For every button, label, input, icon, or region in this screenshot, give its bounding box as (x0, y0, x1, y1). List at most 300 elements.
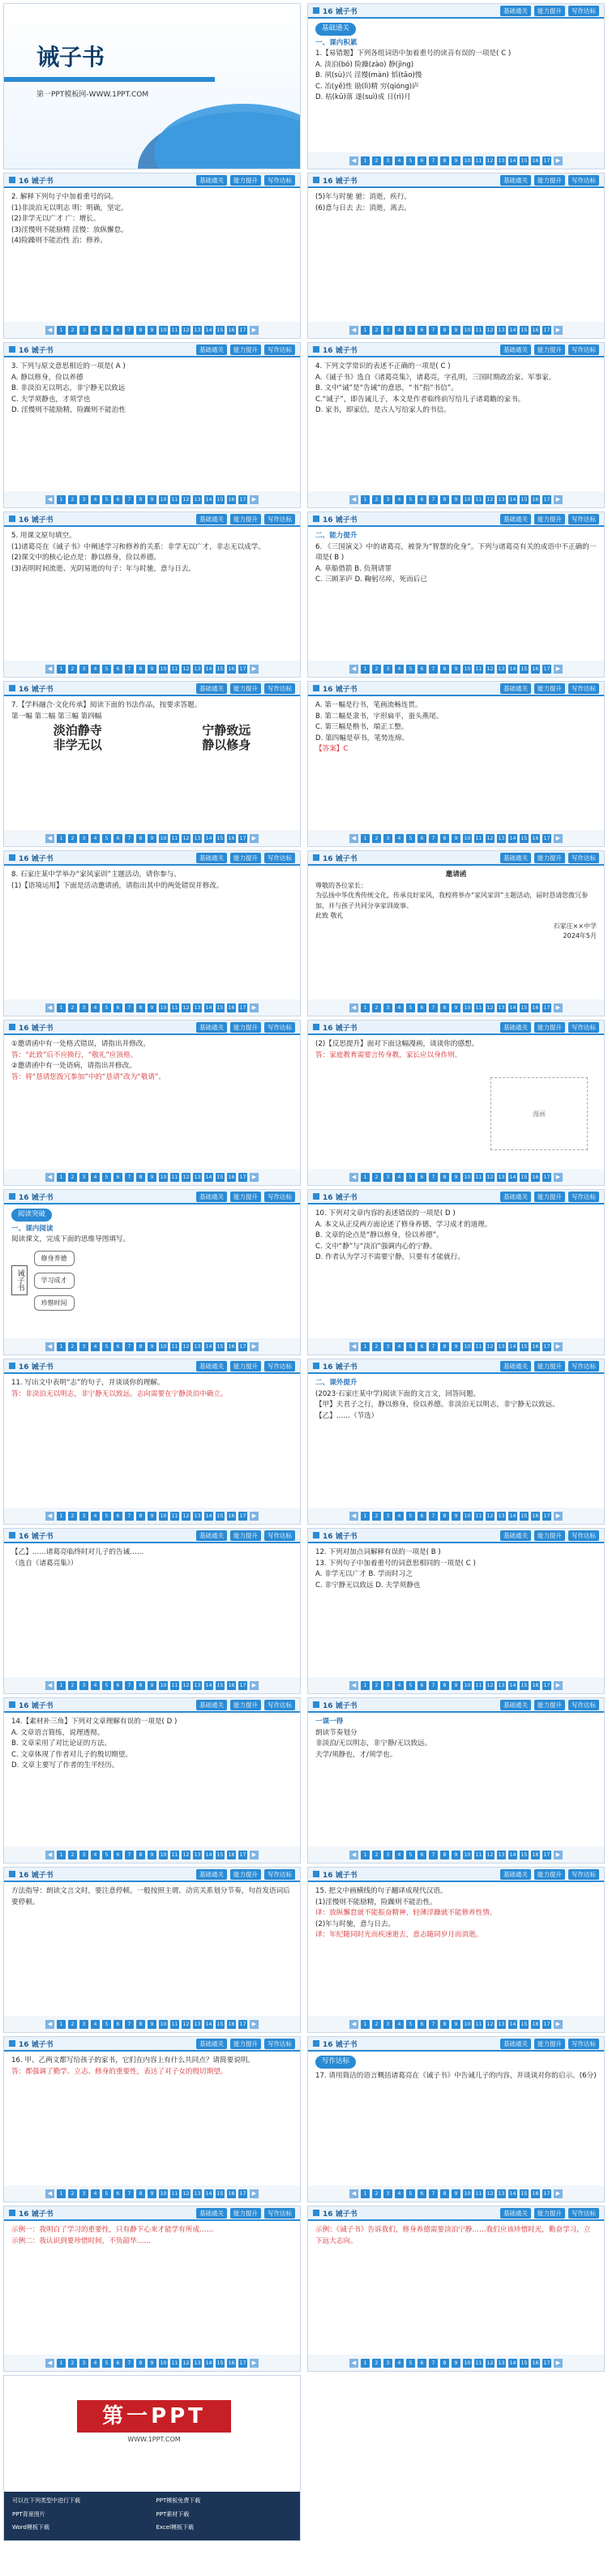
page-number-button[interactable]: 6 (417, 2020, 426, 2029)
page-number-button[interactable]: 17 (239, 1174, 246, 1180)
page-number-button[interactable]: 10 (464, 1343, 471, 1350)
next-arrow-icon[interactable]: ▶ (250, 1512, 259, 1521)
page-number-button[interactable]: 2 (68, 1173, 77, 1182)
page-number-button[interactable]: 14 (205, 665, 212, 672)
next-arrow-icon[interactable]: ▶ (554, 2359, 563, 2368)
page-number-button[interactable]: 15 (520, 1682, 528, 1688)
page-number-button[interactable]: 1 (361, 834, 370, 843)
page-number-button[interactable]: 16 (228, 1682, 235, 1688)
page-number-button[interactable]: 15 (520, 1343, 528, 1350)
page-number-button[interactable]: 1 (361, 2020, 370, 2029)
page-number-button[interactable]: 3 (79, 1342, 88, 1351)
page-number-button[interactable]: 8 (440, 1173, 449, 1182)
nav-button-2[interactable]: 写作达标 (568, 6, 599, 16)
next-arrow-icon[interactable]: ▶ (554, 665, 563, 674)
page-number-button[interactable]: 7 (429, 665, 438, 674)
page-number-button[interactable]: 4 (395, 834, 404, 843)
page-number-button[interactable]: 12 (182, 665, 190, 672)
page-number-button[interactable]: 10 (464, 327, 471, 333)
page-number-button[interactable]: 9 (148, 495, 156, 504)
page-number-button[interactable]: 11 (475, 2360, 482, 2366)
nav-button-1[interactable]: 能力提升 (534, 853, 565, 863)
page-number-button[interactable]: 10 (464, 1513, 471, 1519)
page-number-button[interactable]: 14 (509, 327, 516, 333)
page-number-button[interactable]: 12 (486, 1682, 494, 1688)
page-number-button[interactable]: 14 (205, 1004, 212, 1011)
prev-arrow-icon[interactable]: ◀ (45, 1342, 54, 1351)
page-number-button[interactable]: 15 (520, 1174, 528, 1180)
page-number-button[interactable]: 1 (361, 1851, 370, 1859)
page-number-button[interactable]: 9 (148, 326, 156, 335)
page-number-button[interactable]: 7 (429, 834, 438, 843)
nav-button-1[interactable]: 能力提升 (230, 1869, 261, 1880)
page-number-button[interactable]: 10 (464, 2021, 471, 2027)
page-number-button[interactable]: 13 (194, 2190, 201, 2197)
page-number-button[interactable]: 5 (102, 2189, 111, 2198)
page-number-button[interactable]: 11 (171, 1343, 178, 1350)
page-number-button[interactable]: 12 (182, 1004, 190, 1011)
page-number-button[interactable]: 2 (372, 1512, 381, 1521)
page-number-button[interactable]: 10 (160, 1851, 167, 1858)
page-number-button[interactable]: 2 (68, 2020, 77, 2029)
page-number-button[interactable]: 5 (102, 1512, 111, 1521)
page-number-button[interactable]: 1 (57, 1342, 66, 1351)
page-number-button[interactable]: 16 (532, 2360, 539, 2366)
ad-link[interactable]: PPT素材下载 (156, 2510, 190, 2518)
page-number-button[interactable]: 10 (160, 1004, 167, 1011)
page-number-button[interactable]: 12 (486, 665, 494, 672)
page-number-button[interactable]: 3 (79, 1512, 88, 1521)
nav-button-1[interactable]: 能力提升 (534, 2208, 565, 2219)
page-number-button[interactable]: 6 (113, 1342, 122, 1351)
page-number-button[interactable]: 7 (429, 156, 438, 165)
prev-arrow-icon[interactable]: ◀ (45, 2189, 54, 2198)
page-number-button[interactable]: 13 (194, 1513, 201, 1519)
page-number-button[interactable]: 2 (372, 2020, 381, 2029)
page-number-button[interactable]: 11 (475, 1004, 482, 1011)
page-number-button[interactable]: 6 (417, 834, 426, 843)
nav-button-2[interactable]: 写作达标 (568, 514, 599, 524)
page-number-button[interactable]: 7 (429, 1003, 438, 1012)
page-number-button[interactable]: 7 (125, 326, 134, 335)
page-number-button[interactable]: 5 (102, 834, 111, 843)
page-number-button[interactable]: 3 (383, 1851, 392, 1859)
page-number-button[interactable]: 10 (160, 327, 167, 333)
page-number-button[interactable]: 4 (395, 156, 404, 165)
page-number-button[interactable]: 2 (68, 1342, 77, 1351)
page-number-button[interactable]: 13 (498, 665, 505, 672)
page-number-button[interactable]: 8 (136, 2189, 145, 2198)
page-number-button[interactable]: 5 (102, 1681, 111, 1690)
page-number-button[interactable]: 7 (429, 1851, 438, 1859)
page-number-button[interactable]: 4 (395, 1512, 404, 1521)
page-number-button[interactable]: 1 (57, 2189, 66, 2198)
page-number-button[interactable]: 5 (102, 1342, 111, 1351)
page-number-button[interactable]: 4 (395, 1342, 404, 1351)
prev-arrow-icon[interactable]: ◀ (349, 2189, 358, 2198)
page-number-button[interactable]: 6 (113, 1173, 122, 1182)
page-number-button[interactable]: 4 (91, 1512, 100, 1521)
page-number-button[interactable]: 12 (486, 1851, 494, 1858)
page-number-button[interactable]: 7 (125, 834, 134, 843)
nav-button-2[interactable]: 写作达标 (568, 1022, 599, 1033)
page-number-button[interactable]: 6 (113, 1851, 122, 1859)
page-number-button[interactable]: 14 (509, 1174, 516, 1180)
page-number-button[interactable]: 5 (406, 495, 415, 504)
page-number-button[interactable]: 13 (498, 1343, 505, 1350)
page-number-button[interactable]: 11 (171, 1004, 178, 1011)
page-number-button[interactable]: 7 (125, 1681, 134, 1690)
page-number-button[interactable]: 16 (532, 1343, 539, 1350)
page-number-button[interactable]: 16 (532, 835, 539, 841)
page-number-button[interactable]: 17 (239, 1004, 246, 1011)
nav-button-2[interactable]: 写作达标 (568, 1192, 599, 1202)
page-number-button[interactable]: 9 (452, 1681, 460, 1690)
page-number-button[interactable]: 4 (91, 1851, 100, 1859)
page-number-button[interactable]: 8 (136, 834, 145, 843)
page-number-button[interactable]: 5 (102, 665, 111, 674)
page-number-button[interactable]: 16 (228, 2190, 235, 2197)
page-number-button[interactable]: 13 (498, 835, 505, 841)
page-number-button[interactable]: 11 (475, 1513, 482, 1519)
page-number-button[interactable]: 8 (440, 1681, 449, 1690)
page-number-button[interactable]: 17 (239, 2021, 246, 2027)
page-number-button[interactable]: 15 (216, 1343, 224, 1350)
page-number-button[interactable]: 10 (160, 2360, 167, 2366)
page-number-button[interactable]: 3 (383, 2020, 392, 2029)
page-number-button[interactable]: 11 (171, 665, 178, 672)
page-number-button[interactable]: 16 (532, 2190, 539, 2197)
page-number-button[interactable]: 5 (406, 1003, 415, 1012)
page-number-button[interactable]: 13 (498, 1851, 505, 1858)
page-number-button[interactable]: 1 (361, 1681, 370, 1690)
page-number-button[interactable]: 2 (68, 1851, 77, 1859)
page-number-button[interactable]: 1 (361, 665, 370, 674)
page-number-button[interactable]: 17 (543, 496, 550, 503)
page-number-button[interactable]: 2 (68, 326, 77, 335)
page-number-button[interactable]: 2 (372, 1851, 381, 1859)
nav-button-0[interactable]: 基础通关 (196, 175, 227, 186)
page-number-button[interactable]: 10 (160, 835, 167, 841)
page-number-button[interactable]: 2 (372, 326, 381, 335)
page-number-button[interactable]: 16 (228, 1004, 235, 1011)
page-number-button[interactable]: 13 (498, 157, 505, 164)
prev-arrow-icon[interactable]: ◀ (45, 1681, 54, 1690)
prev-arrow-icon[interactable]: ◀ (349, 1003, 358, 1012)
nav-button-0[interactable]: 基础通关 (500, 514, 531, 524)
next-arrow-icon[interactable]: ▶ (250, 665, 259, 674)
page-number-button[interactable]: 14 (509, 1343, 516, 1350)
page-number-button[interactable]: 11 (475, 2190, 482, 2197)
page-number-button[interactable]: 13 (498, 1513, 505, 1519)
page-number-button[interactable]: 7 (125, 665, 134, 674)
page-number-button[interactable]: 11 (475, 1682, 482, 1688)
page-number-button[interactable]: 17 (239, 835, 246, 841)
page-number-button[interactable]: 17 (239, 2190, 246, 2197)
prev-arrow-icon[interactable]: ◀ (45, 665, 54, 674)
page-number-button[interactable]: 8 (136, 1342, 145, 1351)
page-number-button[interactable]: 1 (361, 1342, 370, 1351)
page-number-button[interactable]: 14 (509, 2360, 516, 2366)
page-number-button[interactable]: 2 (68, 1512, 77, 1521)
page-number-button[interactable]: 10 (464, 2190, 471, 2197)
page-number-button[interactable]: 4 (395, 665, 404, 674)
page-number-button[interactable]: 3 (383, 1342, 392, 1351)
page-number-button[interactable]: 16 (228, 2021, 235, 2027)
page-number-button[interactable]: 16 (228, 1513, 235, 1519)
page-number-button[interactable]: 1 (361, 2359, 370, 2368)
page-number-button[interactable]: 16 (532, 1174, 539, 1180)
page-number-button[interactable]: 8 (440, 1003, 449, 1012)
page-number-button[interactable]: 14 (205, 2360, 212, 2366)
page-number-button[interactable]: 17 (543, 835, 550, 841)
page-number-button[interactable]: 2 (372, 665, 381, 674)
prev-arrow-icon[interactable]: ◀ (45, 2020, 54, 2029)
page-number-button[interactable]: 12 (182, 327, 190, 333)
page-number-button[interactable]: 5 (102, 2359, 111, 2368)
page-number-button[interactable]: 9 (452, 156, 460, 165)
page-number-button[interactable]: 6 (417, 1512, 426, 1521)
page-number-button[interactable]: 8 (136, 1681, 145, 1690)
page-number-button[interactable]: 4 (91, 1342, 100, 1351)
page-number-button[interactable]: 5 (406, 1681, 415, 1690)
page-number-button[interactable]: 2 (372, 156, 381, 165)
page-number-button[interactable]: 17 (239, 1851, 246, 1858)
nav-button-1[interactable]: 能力提升 (230, 344, 261, 355)
page-number-button[interactable]: 13 (194, 496, 201, 503)
nav-button-0[interactable]: 基础通关 (196, 2208, 227, 2219)
prev-arrow-icon[interactable]: ◀ (349, 1342, 358, 1351)
page-number-button[interactable]: 15 (216, 835, 224, 841)
page-number-button[interactable]: 5 (406, 326, 415, 335)
nav-button-2[interactable]: 写作达标 (264, 2039, 295, 2049)
page-number-button[interactable]: 8 (136, 1851, 145, 1859)
page-number-button[interactable]: 6 (417, 665, 426, 674)
nav-button-1[interactable]: 能力提升 (534, 344, 565, 355)
page-number-button[interactable]: 1 (57, 834, 66, 843)
page-number-button[interactable]: 14 (509, 1004, 516, 1011)
nav-button-0[interactable]: 基础通关 (500, 1869, 531, 1880)
page-number-button[interactable]: 5 (406, 1173, 415, 1182)
page-number-button[interactable]: 12 (182, 1343, 190, 1350)
next-arrow-icon[interactable]: ▶ (250, 1173, 259, 1182)
nav-button-2[interactable]: 写作达标 (264, 514, 295, 524)
page-number-button[interactable]: 8 (440, 665, 449, 674)
page-number-button[interactable]: 13 (498, 1004, 505, 1011)
page-number-button[interactable]: 3 (79, 1003, 88, 1012)
page-number-button[interactable]: 2 (68, 2359, 77, 2368)
page-number-button[interactable]: 14 (205, 835, 212, 841)
page-number-button[interactable]: 17 (239, 1513, 246, 1519)
page-number-button[interactable]: 12 (486, 1513, 494, 1519)
page-number-button[interactable]: 16 (532, 327, 539, 333)
page-number-button[interactable]: 17 (543, 1513, 550, 1519)
next-arrow-icon[interactable]: ▶ (250, 1342, 259, 1351)
page-number-button[interactable]: 15 (520, 1851, 528, 1858)
page-number-button[interactable]: 17 (543, 1174, 550, 1180)
page-number-button[interactable]: 11 (171, 2360, 178, 2366)
nav-button-2[interactable]: 写作达标 (264, 175, 295, 186)
page-number-button[interactable]: 12 (486, 1343, 494, 1350)
page-number-button[interactable]: 9 (452, 834, 460, 843)
page-number-button[interactable]: 7 (125, 2020, 134, 2029)
page-number-button[interactable]: 5 (406, 1512, 415, 1521)
page-number-button[interactable]: 16 (228, 1174, 235, 1180)
page-number-button[interactable]: 16 (532, 1851, 539, 1858)
page-number-button[interactable]: 17 (543, 1851, 550, 1858)
page-number-button[interactable]: 15 (520, 496, 528, 503)
page-number-button[interactable]: 7 (125, 1173, 134, 1182)
page-number-button[interactable]: 5 (102, 1851, 111, 1859)
page-number-button[interactable]: 6 (113, 326, 122, 335)
nav-button-1[interactable]: 能力提升 (230, 514, 261, 524)
page-number-button[interactable]: 4 (395, 2189, 404, 2198)
nav-button-2[interactable]: 写作达标 (568, 1869, 599, 1880)
page-number-button[interactable]: 17 (239, 2360, 246, 2366)
page-number-button[interactable]: 11 (475, 1343, 482, 1350)
page-number-button[interactable]: 7 (125, 1342, 134, 1351)
page-number-button[interactable]: 12 (486, 835, 494, 841)
page-number-button[interactable]: 8 (440, 2020, 449, 2029)
page-number-button[interactable]: 4 (91, 1681, 100, 1690)
nav-button-2[interactable]: 写作达标 (264, 1700, 295, 1710)
page-number-button[interactable]: 8 (136, 1173, 145, 1182)
page-number-button[interactable]: 6 (113, 2359, 122, 2368)
nav-button-1[interactable]: 能力提升 (534, 175, 565, 186)
page-number-button[interactable]: 5 (406, 834, 415, 843)
page-number-button[interactable]: 2 (68, 1003, 77, 1012)
next-arrow-icon[interactable]: ▶ (250, 834, 259, 843)
nav-button-2[interactable]: 写作达标 (264, 344, 295, 355)
page-number-button[interactable]: 13 (194, 1343, 201, 1350)
page-number-button[interactable]: 6 (417, 1173, 426, 1182)
nav-button-0[interactable]: 基础通关 (196, 1361, 227, 1371)
nav-button-1[interactable]: 能力提升 (230, 853, 261, 863)
page-number-button[interactable]: 8 (136, 2359, 145, 2368)
page-number-button[interactable]: 13 (498, 1174, 505, 1180)
next-arrow-icon[interactable]: ▶ (554, 495, 563, 504)
page-number-button[interactable]: 1 (361, 326, 370, 335)
page-number-button[interactable]: 14 (205, 1682, 212, 1688)
next-arrow-icon[interactable]: ▶ (554, 1342, 563, 1351)
page-number-button[interactable]: 4 (395, 2359, 404, 2368)
page-number-button[interactable]: 6 (417, 2359, 426, 2368)
page-number-button[interactable]: 11 (475, 1851, 482, 1858)
page-number-button[interactable]: 3 (383, 2359, 392, 2368)
page-number-button[interactable]: 11 (475, 835, 482, 841)
page-number-button[interactable]: 7 (125, 1851, 134, 1859)
page-number-button[interactable]: 8 (136, 2020, 145, 2029)
page-number-button[interactable]: 3 (383, 495, 392, 504)
page-number-button[interactable]: 2 (372, 2359, 381, 2368)
page-number-button[interactable]: 9 (148, 2020, 156, 2029)
page-number-button[interactable]: 11 (171, 327, 178, 333)
prev-arrow-icon[interactable]: ◀ (45, 326, 54, 335)
nav-button-0[interactable]: 基础通关 (500, 1361, 531, 1371)
page-number-button[interactable]: 6 (113, 2020, 122, 2029)
page-number-button[interactable]: 7 (429, 2359, 438, 2368)
page-number-button[interactable]: 2 (372, 834, 381, 843)
ad-link[interactable]: Word模板下载 (12, 2524, 49, 2531)
nav-button-2[interactable]: 写作达标 (264, 1361, 295, 1371)
page-number-button[interactable]: 15 (520, 2021, 528, 2027)
page-number-button[interactable]: 17 (239, 1682, 246, 1688)
page-number-button[interactable]: 15 (216, 1851, 224, 1858)
nav-button-1[interactable]: 能力提升 (230, 1192, 261, 1202)
page-number-button[interactable]: 9 (452, 2189, 460, 2198)
page-number-button[interactable]: 11 (171, 1513, 178, 1519)
page-number-button[interactable]: 14 (205, 496, 212, 503)
nav-button-1[interactable]: 能力提升 (230, 1700, 261, 1710)
page-number-button[interactable]: 7 (429, 326, 438, 335)
page-number-button[interactable]: 12 (486, 2360, 494, 2366)
page-number-button[interactable]: 4 (91, 1173, 100, 1182)
ad-link[interactable]: PPT模板免费下载 (156, 2497, 201, 2504)
page-number-button[interactable]: 6 (113, 1512, 122, 1521)
page-number-button[interactable]: 16 (228, 1851, 235, 1858)
page-number-button[interactable]: 9 (148, 1003, 156, 1012)
nav-button-1[interactable]: 能力提升 (230, 2208, 261, 2219)
page-number-button[interactable]: 14 (509, 665, 516, 672)
nav-button-0[interactable]: 基础通关 (500, 2039, 531, 2049)
page-number-button[interactable]: 17 (543, 2360, 550, 2366)
page-number-button[interactable]: 3 (383, 156, 392, 165)
page-number-button[interactable]: 3 (79, 2020, 88, 2029)
page-number-button[interactable]: 14 (509, 1851, 516, 1858)
page-number-button[interactable]: 6 (417, 1681, 426, 1690)
ad-link[interactable]: Excel模板下载 (156, 2524, 195, 2531)
page-number-button[interactable]: 13 (194, 665, 201, 672)
page-number-button[interactable]: 3 (383, 1003, 392, 1012)
page-number-button[interactable]: 4 (91, 834, 100, 843)
page-number-button[interactable]: 16 (532, 1004, 539, 1011)
ad-link[interactable]: PPT背景图片 (12, 2510, 45, 2518)
page-number-button[interactable]: 13 (194, 1851, 201, 1858)
page-number-button[interactable]: 5 (102, 326, 111, 335)
page-number-button[interactable]: 1 (57, 1512, 66, 1521)
page-number-button[interactable]: 7 (125, 1512, 134, 1521)
page-number-button[interactable]: 2 (372, 1003, 381, 1012)
page-number-button[interactable]: 15 (520, 1004, 528, 1011)
page-number-button[interactable]: 17 (543, 2021, 550, 2027)
page-number-button[interactable]: 4 (395, 2020, 404, 2029)
page-number-button[interactable]: 6 (113, 665, 122, 674)
page-number-button[interactable]: 3 (79, 326, 88, 335)
page-number-button[interactable]: 14 (205, 1513, 212, 1519)
nav-button-1[interactable]: 能力提升 (230, 1530, 261, 1541)
nav-button-1[interactable]: 能力提升 (534, 683, 565, 694)
page-number-button[interactable]: 7 (429, 1512, 438, 1521)
nav-button-2[interactable]: 写作达标 (568, 683, 599, 694)
page-number-button[interactable]: 10 (464, 835, 471, 841)
page-number-button[interactable]: 17 (543, 1343, 550, 1350)
page-number-button[interactable]: 10 (160, 665, 167, 672)
prev-arrow-icon[interactable]: ◀ (349, 1512, 358, 1521)
page-number-button[interactable]: 15 (216, 1174, 224, 1180)
prev-arrow-icon[interactable]: ◀ (349, 834, 358, 843)
nav-button-1[interactable]: 能力提升 (230, 1361, 261, 1371)
prev-arrow-icon[interactable]: ◀ (45, 1512, 54, 1521)
page-number-button[interactable]: 7 (125, 2189, 134, 2198)
nav-button-2[interactable]: 写作达标 (264, 2208, 295, 2219)
page-number-button[interactable]: 16 (228, 835, 235, 841)
page-number-button[interactable]: 14 (205, 2190, 212, 2197)
page-number-button[interactable]: 4 (395, 495, 404, 504)
page-number-button[interactable]: 1 (57, 326, 66, 335)
page-number-button[interactable]: 3 (383, 1681, 392, 1690)
page-number-button[interactable]: 15 (216, 1513, 224, 1519)
page-number-button[interactable]: 13 (194, 835, 201, 841)
